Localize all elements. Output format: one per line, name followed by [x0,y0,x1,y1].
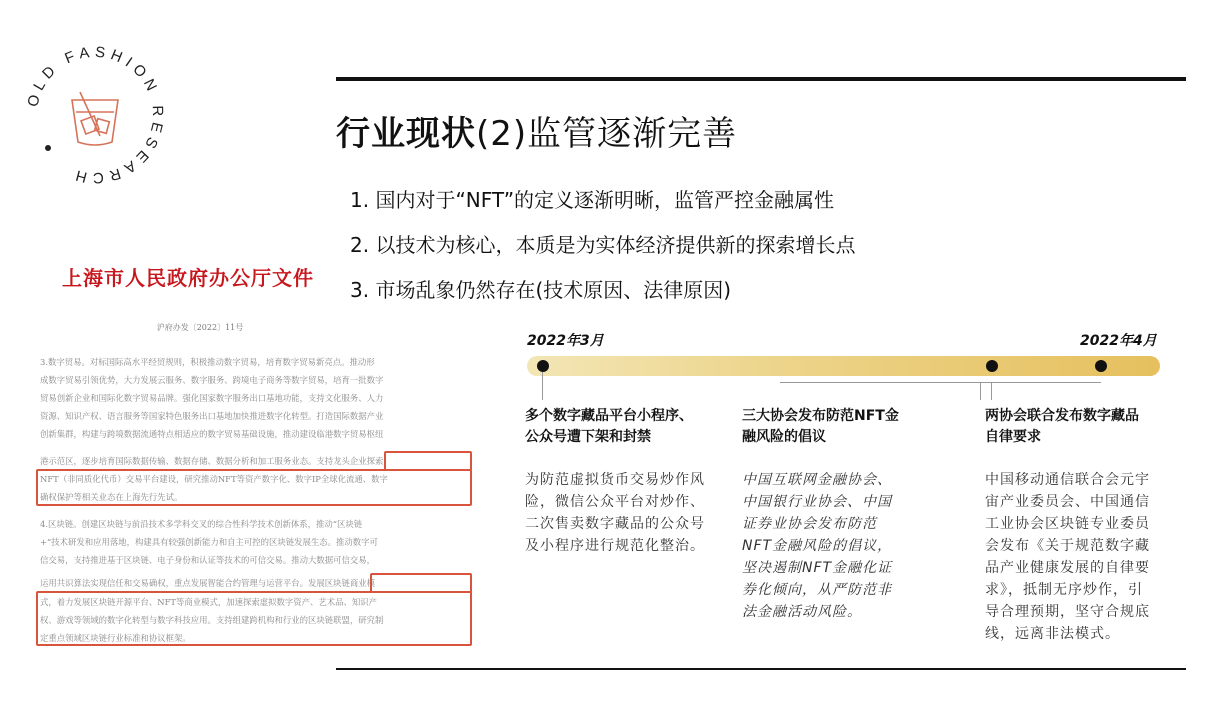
doc-line: 运用共识算法实现信任和交易确权，重点发展智能合约管理与运营平台。发展区块链商业模 [40,578,375,588]
highlight-box [36,469,472,506]
svg-text:OLD FASHION RESEARCH [24,44,166,186]
doc-line: 信交易，支持推进基于区块链、电子身份和认证等技术的可信交易。推动大数据可信交易， [40,555,375,565]
doc-line: 创新集群，构建与跨境数据流通特点相适应的数字贸易基础设施，推动建设临港数字贸易枢纽 [40,429,384,439]
doc-line: 港示范区，逐步培育国际数据传输、数据存储、数据分析和加工服务业态。支持龙头企业探索 [40,456,384,466]
event-3-heading: 两协会联合发布数字藏品 自律要求 [985,408,1139,445]
slide-title [336,106,737,155]
event-2-body: 中国互联网金融协会、 中国银行业协会、中国 证券业协会发布防范 NFT金融风险的倡议， 坚决遏制NFT金融化证 券化倾向，从严防范非 法金融活动风险。 [742,472,893,620]
doc-line: 成数字贸易引领优势，大力发展云服务、数字服务、跨境电子商务等数字贸易，培育一批数字 [40,375,384,385]
doc-line: +”技术研发和应用落地，构建具有较强创新能力和自主可控的区块链发展生态。推动数字可 [40,537,378,547]
document-header: 上海市人民政府办公厅文件 [62,266,314,290]
highlight-box [36,591,472,646]
event-2-heading: 三大协会发布防范NFT金 融风险的倡议 [742,408,899,445]
event-1-body: 为防范虚拟货币交易炒作风 险，微信公众平台对炒作、 二次售卖数字藏品的公众号 及小程序进行规范化整治。 [525,472,705,554]
point-1: 1. 国内对于“NFT”的定义逐渐明晰，监管严控金融属性 [350,188,835,212]
doc-line: 权、游戏等领域的数字化转型与数字科技应用。支持组建跨机构和行业的区块链联盟，研究制 [40,615,384,625]
timeline-connector [542,372,543,400]
doc-line: 3.数字贸易。对标国际高水平经贸规则，积极推动数字贸易，培育数字贸易新亮点。推动形 [40,357,375,367]
timeline-start-date: 2022年3月 [527,333,604,349]
top-divider [336,77,1186,81]
point-2: 2. 以技术为核心，本质是为实体经济提供新的探索增长点 [350,233,856,257]
title-light: (2)监管逐渐完善 [476,114,738,154]
doc-line: 资源、知识产权、语言服务等国家特色服务出口基地加快推进数字化转型。打造国际数据产业 [40,411,384,421]
event-3-body: 中国移动通信联合会元宇 宙产业委员会、中国通信 工业协会区块链专业委员 会发布《关于规范数字藏 品产业健康发展的自律要 求》，抵制无序炒作，引 导合理预期，坚守合规底 线，远离非法模式。 [985,472,1150,642]
doc-line: 贸易创新企业和国际化数字贸易品牌。强化国家数字服务出口基地功能，支持文化服务、人力 [40,393,384,403]
doc-line: 定重点领域区块链行业标准和协议框架。 [40,633,191,643]
highlight-box [384,451,472,471]
highlight-box [370,573,472,593]
brand-logo [20,40,170,190]
timeline-connector [780,382,992,400]
timeline-connector [980,382,1101,400]
timeline-end-date: 2022年4月 [1080,333,1157,349]
doc-line: 4.区块链。创建区块链与前沿技术多学科交叉的综合性科学技术创新体系，推动“区块链 [40,519,363,529]
title-bold: 行业现状 [336,114,476,154]
bottom-divider [336,668,1186,670]
timeline-dot [1095,360,1107,372]
timeline-dot [986,360,998,372]
event-1-heading: 多个数字藏品平台小程序、 公众号遭下架和封禁 [525,408,693,445]
timeline-dot [537,360,549,372]
doc-line: 式，着力发展区块链开源平台、NFT等商业模式，加速探索虚拟数字资产、艺术品、知识产 [40,597,377,607]
point-3: 3. 市场乱象仍然存在(技术原因、法律原因) [350,278,732,302]
cocktail-glass-icon [72,92,118,145]
document-number: 沪府办发〔2022〕11号 [156,323,244,332]
timeline-bar [527,356,1160,376]
logo-ring-text: OLD FASHION RESEARCH [24,43,167,187]
doc-line: 确权保护等相关业态在上海先行先试。 [40,492,183,502]
doc-line: NFT（非同质化代币）交易平台建设，研究推动NFT等资产数字化、数字IP全球化流通、数字 [40,474,388,484]
